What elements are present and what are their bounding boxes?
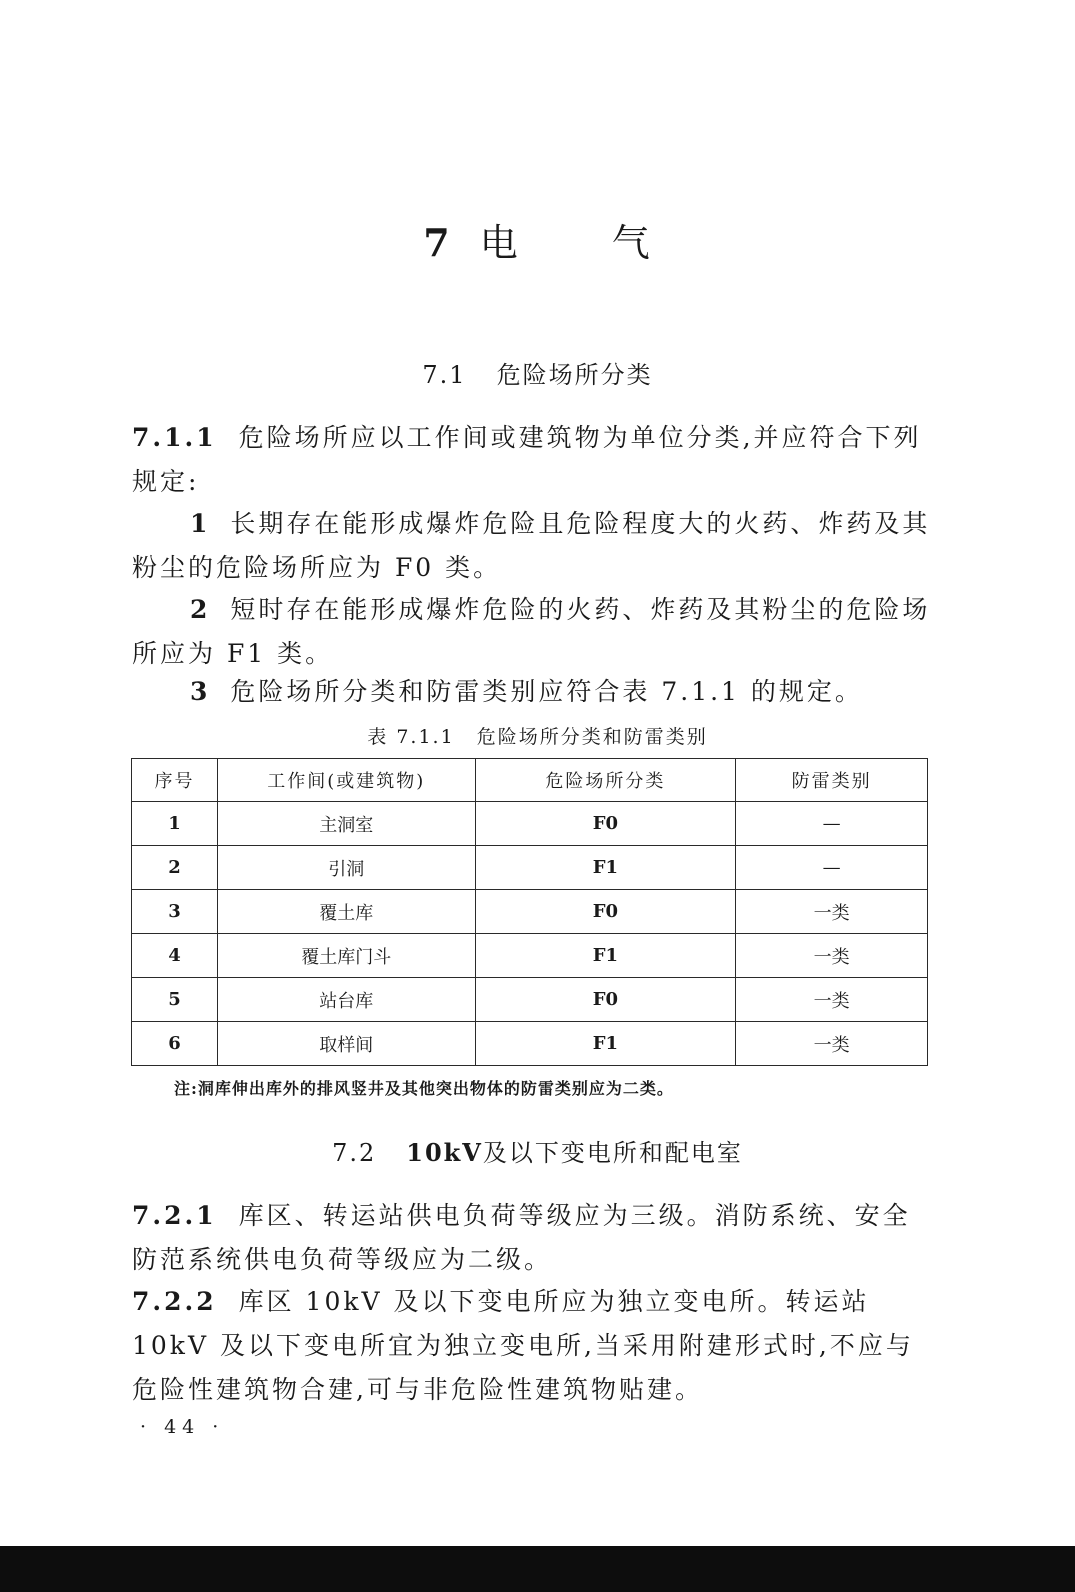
- hazard-classification-table: [131, 758, 928, 1066]
- table-row: [132, 802, 928, 846]
- table-caption: [0, 722, 1075, 749]
- table-note: 注:洞库伸出库外的排风竖井及其他突出物体的防雷类别应为二类。: [174, 1079, 674, 1098]
- cell-seq: 3: [132, 890, 218, 934]
- clause-text: 库区 10kV 及以下变电所应为独立变电所。转运站 10kV 及以下变电所宜为独立变电所,当采用附建形式时,不应与危险性建筑物合建,可与非危险性建筑物贴建。: [132, 1287, 914, 1404]
- section-number: 7.2: [332, 1139, 377, 1167]
- cell-hazard-class: F1: [475, 1022, 736, 1066]
- cell-hazard-class: F0: [475, 890, 736, 934]
- column-header-building: 工作间(或建筑物): [217, 759, 475, 802]
- cell-lightning-class: —: [736, 802, 928, 846]
- clause-7-1-1: [132, 416, 932, 504]
- cell-building: 站台库: [217, 978, 475, 1022]
- cell-seq: 2: [132, 846, 218, 890]
- item-number: 1: [190, 509, 211, 538]
- cell-seq: 6: [132, 1022, 218, 1066]
- clause-7-2-1: [132, 1194, 932, 1282]
- cell-hazard-class: F1: [475, 846, 736, 890]
- list-item: [132, 502, 932, 590]
- cell-building: 覆土库: [217, 890, 475, 934]
- cell-hazard-class: F1: [475, 934, 736, 978]
- table-row: [132, 978, 928, 1022]
- table-caption-title: 危险场所分类和防雷类别: [476, 726, 708, 748]
- cell-building: 引洞: [217, 846, 475, 890]
- cell-building: 主洞室: [217, 802, 475, 846]
- chapter-title-char-2: 气: [611, 221, 652, 265]
- column-header-hazard-class: 危险场所分类: [475, 759, 736, 802]
- table-row: [132, 846, 928, 890]
- table-row: [132, 934, 928, 978]
- table-row: [132, 890, 928, 934]
- section-title: 危险场所分类: [496, 361, 653, 389]
- clause-number: 7.2.2: [132, 1287, 217, 1316]
- item-text: 长期存在能形成爆炸危险且危险程度大的火药、炸药及其粉尘的危险场所应为 F0 类。: [132, 509, 931, 582]
- table-header-row: [132, 759, 928, 802]
- chapter-title-char-1: 电: [479, 221, 520, 265]
- clause-text: 库区、转运站供电负荷等级应为三级。消防系统、安全防范系统供电负荷等级应为二级。: [132, 1201, 911, 1274]
- cell-lightning-class: —: [736, 846, 928, 890]
- section-title-voltage: 10kV: [406, 1138, 483, 1167]
- cell-building: 覆土库门斗: [217, 934, 475, 978]
- cell-lightning-class: 一类: [736, 934, 928, 978]
- section-number: 7.1: [422, 361, 467, 389]
- cell-seq: 4: [132, 934, 218, 978]
- table-caption-number: 表 7.1.1: [367, 726, 455, 748]
- list-item: [132, 670, 932, 714]
- page-number: · 44 ·: [140, 1416, 225, 1438]
- scan-border-bar: [0, 1546, 1075, 1592]
- cell-seq: 5: [132, 978, 218, 1022]
- clause-number: 7.1.1: [132, 423, 217, 452]
- clause-text: 危险场所应以工作间或建筑物为单位分类,并应符合下列规定:: [132, 423, 922, 496]
- cell-building: 取样间: [217, 1022, 475, 1066]
- cell-lightning-class: 一类: [736, 978, 928, 1022]
- cell-seq: 1: [132, 802, 218, 846]
- cell-lightning-class: 一类: [736, 890, 928, 934]
- cell-lightning-class: 一类: [736, 1022, 928, 1066]
- chapter-number: 7: [423, 220, 452, 265]
- item-number: 3: [190, 677, 211, 706]
- section-heading-7-1: [0, 355, 1075, 390]
- item-text: 危险场所分类和防雷类别应符合表 7.1.1 的规定。: [230, 677, 863, 706]
- list-item: [132, 588, 932, 676]
- item-number: 2: [190, 595, 211, 624]
- item-text: 短时存在能形成爆炸危险的火药、炸药及其粉尘的危险场所应为 F1 类。: [132, 595, 931, 668]
- clause-number: 7.2.1: [132, 1201, 217, 1230]
- clause-7-2-2: [132, 1280, 932, 1412]
- column-header-seq: 序号: [132, 759, 218, 802]
- cell-hazard-class: F0: [475, 978, 736, 1022]
- table-row: [132, 1022, 928, 1066]
- cell-hazard-class: F0: [475, 802, 736, 846]
- section-heading-7-2: [0, 1133, 1075, 1168]
- column-header-lightning-class: 防雷类别: [736, 759, 928, 802]
- section-title: 及以下变电所和配电室: [482, 1139, 743, 1167]
- chapter-title: [0, 212, 1075, 267]
